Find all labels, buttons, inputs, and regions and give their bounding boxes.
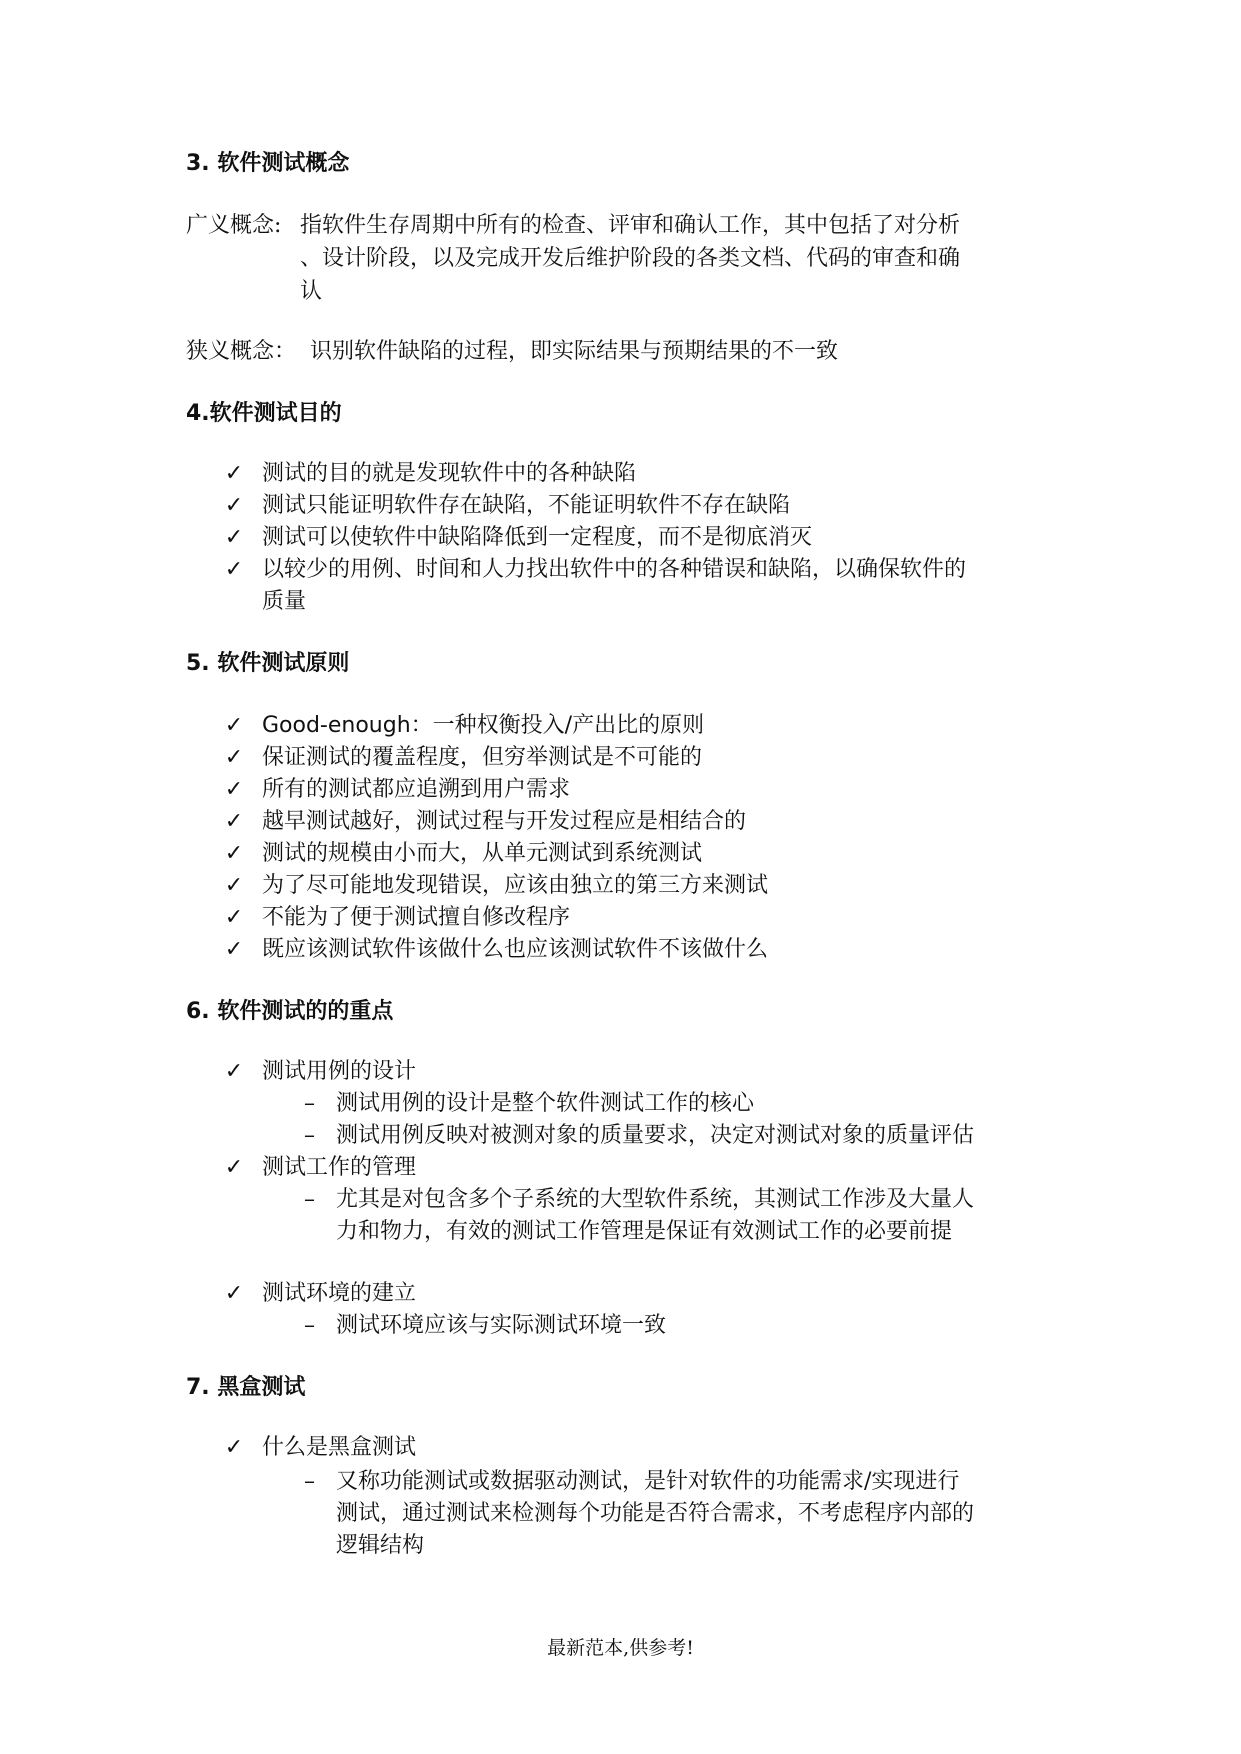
checkmark-icon: ✓ [224, 873, 244, 898]
broad-concept-line: 认 [300, 279, 323, 304]
section-3-heading: 3. 软件测试概念 [186, 151, 350, 176]
list-item: 测试工作的管理 [262, 1155, 417, 1180]
list-item: 既应该测试软件该做什么也应该测试软件不该做什么 [262, 937, 769, 962]
dash-bullet: – [304, 1469, 315, 1494]
checkmark-icon: ✓ [224, 493, 244, 518]
list-item: 保证测试的覆盖程度，但穷举测试是不可能的 [262, 745, 703, 770]
list-item-continuation: 质量 [262, 589, 307, 614]
broad-concept-label: 广义概念: [186, 213, 282, 238]
list-item: 测试的目的就是发现软件中的各种缺陷 [262, 461, 637, 486]
checkmark-icon: ✓ [224, 461, 244, 486]
list-item: 什么是黑盒测试 [262, 1435, 417, 1460]
section-5-heading: 5. 软件测试原则 [186, 651, 350, 676]
checkmark-icon: ✓ [224, 1155, 244, 1180]
section-4-heading: 4.软件测试目的 [186, 401, 342, 426]
list-item: 测试环境的建立 [262, 1281, 417, 1306]
checkmark-icon: ✓ [224, 777, 244, 802]
checkmark-icon: ✓ [224, 809, 244, 834]
sub-list-item: 尤其是对包含多个子系统的大型软件系统，其测试工作涉及大量人 [336, 1187, 975, 1212]
checkmark-icon: ✓ [224, 905, 244, 930]
sub-list-item: 测试环境应该与实际测试环境一致 [336, 1313, 667, 1338]
sub-list-item-continuation: 力和物力，有效的测试工作管理是保证有效测试工作的必要前提 [336, 1219, 953, 1244]
checkmark-icon: ✓ [224, 1435, 244, 1460]
checkmark-icon: ✓ [224, 745, 244, 770]
checkmark-icon: ✓ [224, 937, 244, 962]
broad-concept-line: 指软件生存周期中所有的检查、评审和确认工作，其中包括了对分析 [300, 213, 961, 238]
checkmark-icon: ✓ [224, 525, 244, 550]
narrow-concept-label: 狭义概念： [186, 339, 297, 364]
narrow-concept-text: 识别软件缺陷的过程，即实际结果与预期结果的不一致 [310, 339, 839, 364]
sub-list-item: 又称功能测试或数据驱动测试，是针对软件的功能需求/实现进行 [336, 1469, 960, 1494]
checkmark-icon: ✓ [224, 841, 244, 866]
list-item: 测试用例的设计 [262, 1059, 417, 1084]
section-7-heading: 7. 黑盒测试 [186, 1375, 306, 1400]
page-footer: 最新范本,供参考! [547, 1637, 694, 1659]
list-item: 不能为了便于测试擅自修改程序 [262, 905, 571, 930]
checkmark-icon: ✓ [224, 1059, 244, 1084]
list-item: 测试可以使软件中缺陷降低到一定程度，而不是彻底消灭 [262, 525, 813, 550]
list-item: 测试的规模由小而大，从单元测试到系统测试 [262, 841, 703, 866]
list-item: 为了尽可能地发现错误，应该由独立的第三方来测试 [262, 873, 769, 898]
dash-bullet: – [304, 1187, 315, 1212]
sub-list-item: 测试用例反映对被测对象的质量要求，决定对测试对象的质量评估 [336, 1123, 975, 1148]
list-item: Good-enough：一种权衡投入/产出比的原则 [262, 713, 705, 738]
sub-list-item-continuation: 测试，通过测试来检测每个功能是否符合需求，不考虑程序内部的 [336, 1501, 975, 1526]
dash-bullet: – [304, 1123, 315, 1148]
sub-list-item-continuation: 逻辑结构 [336, 1533, 425, 1558]
dash-bullet: – [304, 1313, 315, 1338]
checkmark-icon: ✓ [224, 713, 244, 738]
list-item: 所有的测试都应追溯到用户需求 [262, 777, 571, 802]
section-6-heading: 6. 软件测试的的重点 [186, 999, 394, 1024]
broad-concept-line: 、设计阶段，以及完成开发后维护阶段的各类文档、代码的审查和确 [300, 246, 961, 271]
list-item: 测试只能证明软件存在缺陷，不能证明软件不存在缺陷 [262, 493, 791, 518]
sub-list-item: 测试用例的设计是整个软件测试工作的核心 [336, 1091, 755, 1116]
dash-bullet: – [304, 1091, 315, 1116]
checkmark-icon: ✓ [224, 557, 244, 582]
list-item: 越早测试越好，测试过程与开发过程应是相结合的 [262, 809, 747, 834]
checkmark-icon: ✓ [224, 1281, 244, 1306]
list-item: 以较少的用例、时间和人力找出软件中的各种错误和缺陷，以确保软件的 [262, 557, 967, 582]
